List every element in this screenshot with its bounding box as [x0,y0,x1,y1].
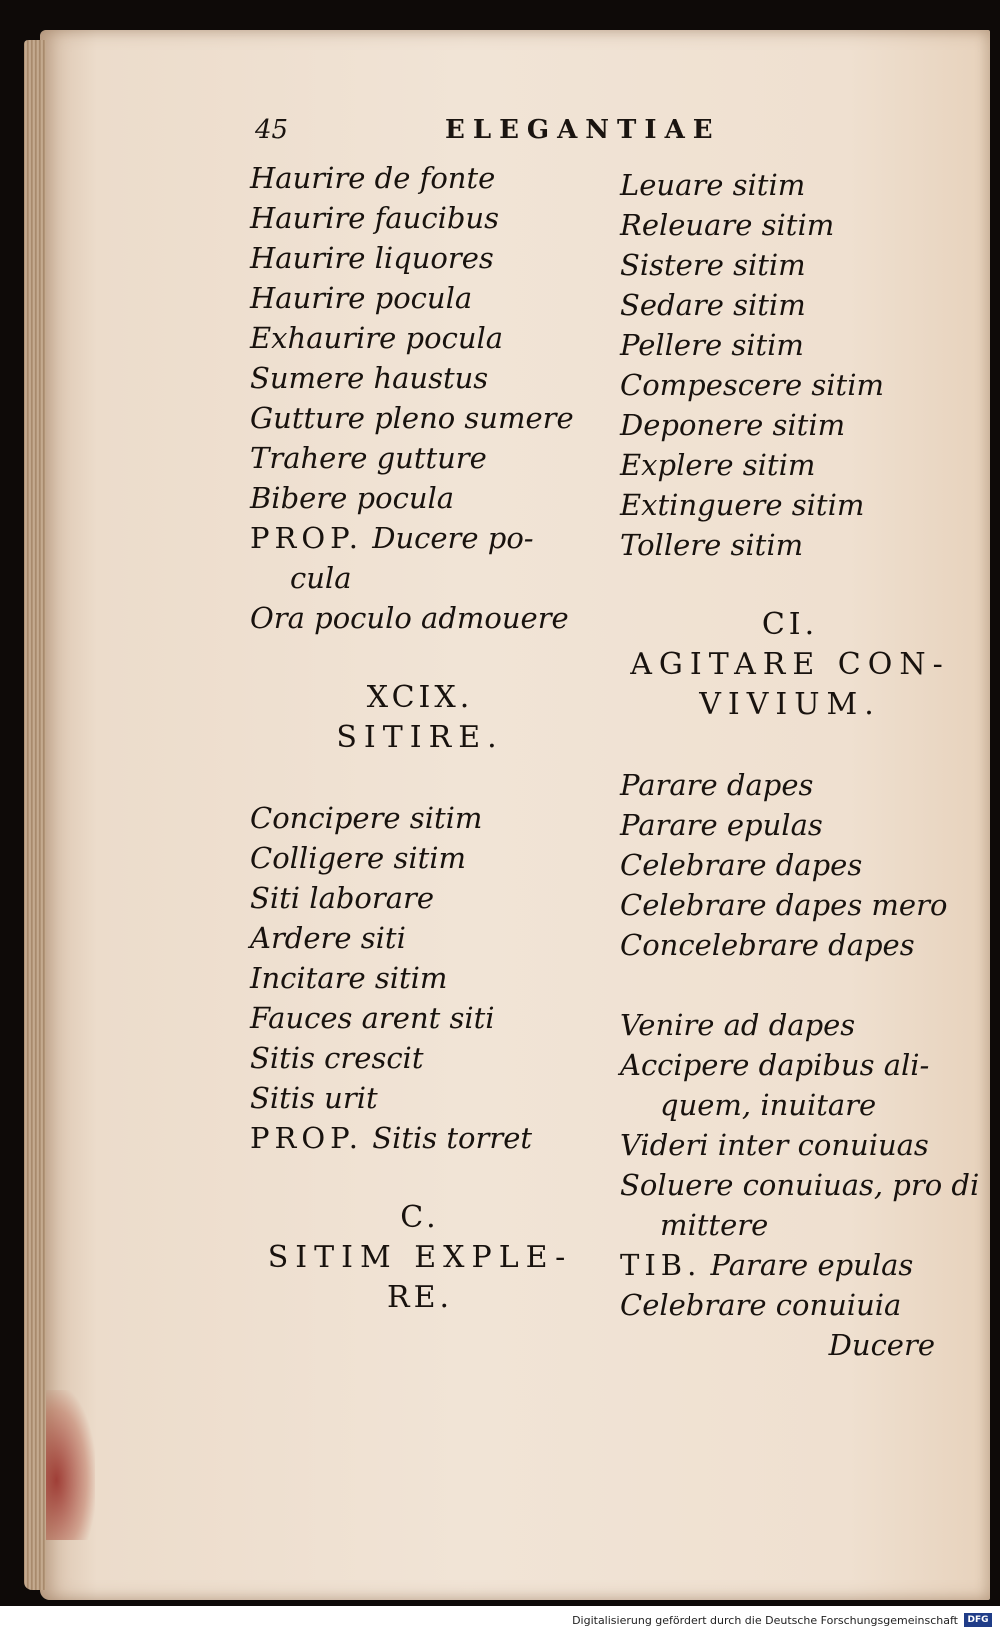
page-number: 45 [255,115,289,145]
text-line: Sumere haustus [250,361,489,395]
section-number: C. [400,1200,440,1235]
section-title: AGITARE CON- [630,647,950,682]
text-line: Trahere gutture [250,441,487,475]
text-line: Videri inter conuiuas [620,1128,929,1162]
text-line: Venire ad dapes [620,1008,856,1042]
text-line: Colligere sitim [250,841,467,875]
text-line: Soluere conuiuas, pro di [620,1168,980,1202]
text-line: Sitis urit [250,1081,378,1115]
text-line: Ora poculo admouere [250,601,569,635]
text-line: Concelebrare dapes [620,928,915,962]
text-line: Celebrare conuiuia [620,1288,902,1322]
text-line: Exhaurire pocula [250,321,504,355]
tib-text: Parare epulas [710,1248,914,1282]
text-line: quem, inuitare [660,1088,877,1122]
footer-bar [0,1606,1000,1638]
text-line: Fauces arent siti [250,1001,495,1035]
text-line: cula [290,561,352,595]
page-edges [24,40,46,1590]
text-line: Sedare sitim [620,288,806,322]
section-number: XCIX. [366,680,474,715]
text-line: Gutture pleno sumere [250,401,574,435]
running-head: ELEGANTIAE [445,115,721,145]
page-stain [40,1390,95,1540]
dfg-logo-icon: DFG [964,1613,992,1627]
section-title: SITIRE. [336,720,504,755]
left-column [250,158,590,1318]
page-header [255,115,775,155]
prop-label: PROP. [250,521,363,555]
prop-label: PROP. [250,1121,363,1155]
text-line: Explere sitim [620,448,816,482]
footer-credit: Digitalisierung gefördert durch die Deutsche Forschungsgemeinschaft [572,1614,958,1627]
tib-label: TIB. [620,1248,702,1282]
section-number: CI. [761,607,819,642]
text-line: Haurire de fonte [250,161,496,195]
catchword: Ducere [828,1328,935,1362]
text-line: Leuare sitim [620,168,806,202]
right-column [620,165,980,1365]
text-line: Sistere sitim [620,248,806,282]
text-line: Haurire liquores [250,241,494,275]
tib-line [620,1245,960,1285]
prop-line [250,518,590,558]
prop-text: Ducere po- [372,521,534,555]
text-line: Parare dapes [620,768,814,802]
section-title-cont: RE. [386,1280,454,1315]
prop-text: Sitis torret [372,1121,533,1155]
text-line: Extinguere sitim [620,488,865,522]
text-line: Parare epulas [620,808,823,842]
text-line: Pellere sitim [620,328,804,362]
text-line: Incitare sitim [250,961,448,995]
text-line: Haurire faucibus [250,201,499,235]
section-title-cont: VIVIUM. [699,687,881,722]
text-line: Ardere siti [250,921,406,955]
text-line: Celebrare dapes [620,848,863,882]
text-line: Releuare sitim [620,208,835,242]
text-line: Compescere sitim [620,368,884,402]
text-line: Celebrare dapes mero [620,888,948,922]
text-line: Deponere sitim [620,408,846,442]
text-line: Bibere pocula [250,481,455,515]
prop-line [250,1118,590,1158]
text-line: Tollere sitim [620,528,804,562]
text-line: Siti laborare [250,881,435,915]
text-line: Concipere sitim [250,801,483,835]
text-line: Haurire pocula [250,281,473,315]
section-title: SITIM EXPLE- [267,1240,573,1275]
text-line: mittere [660,1208,769,1242]
text-line: Accipere dapibus ali- [620,1048,930,1082]
text-line: Sitis crescit [250,1041,424,1075]
